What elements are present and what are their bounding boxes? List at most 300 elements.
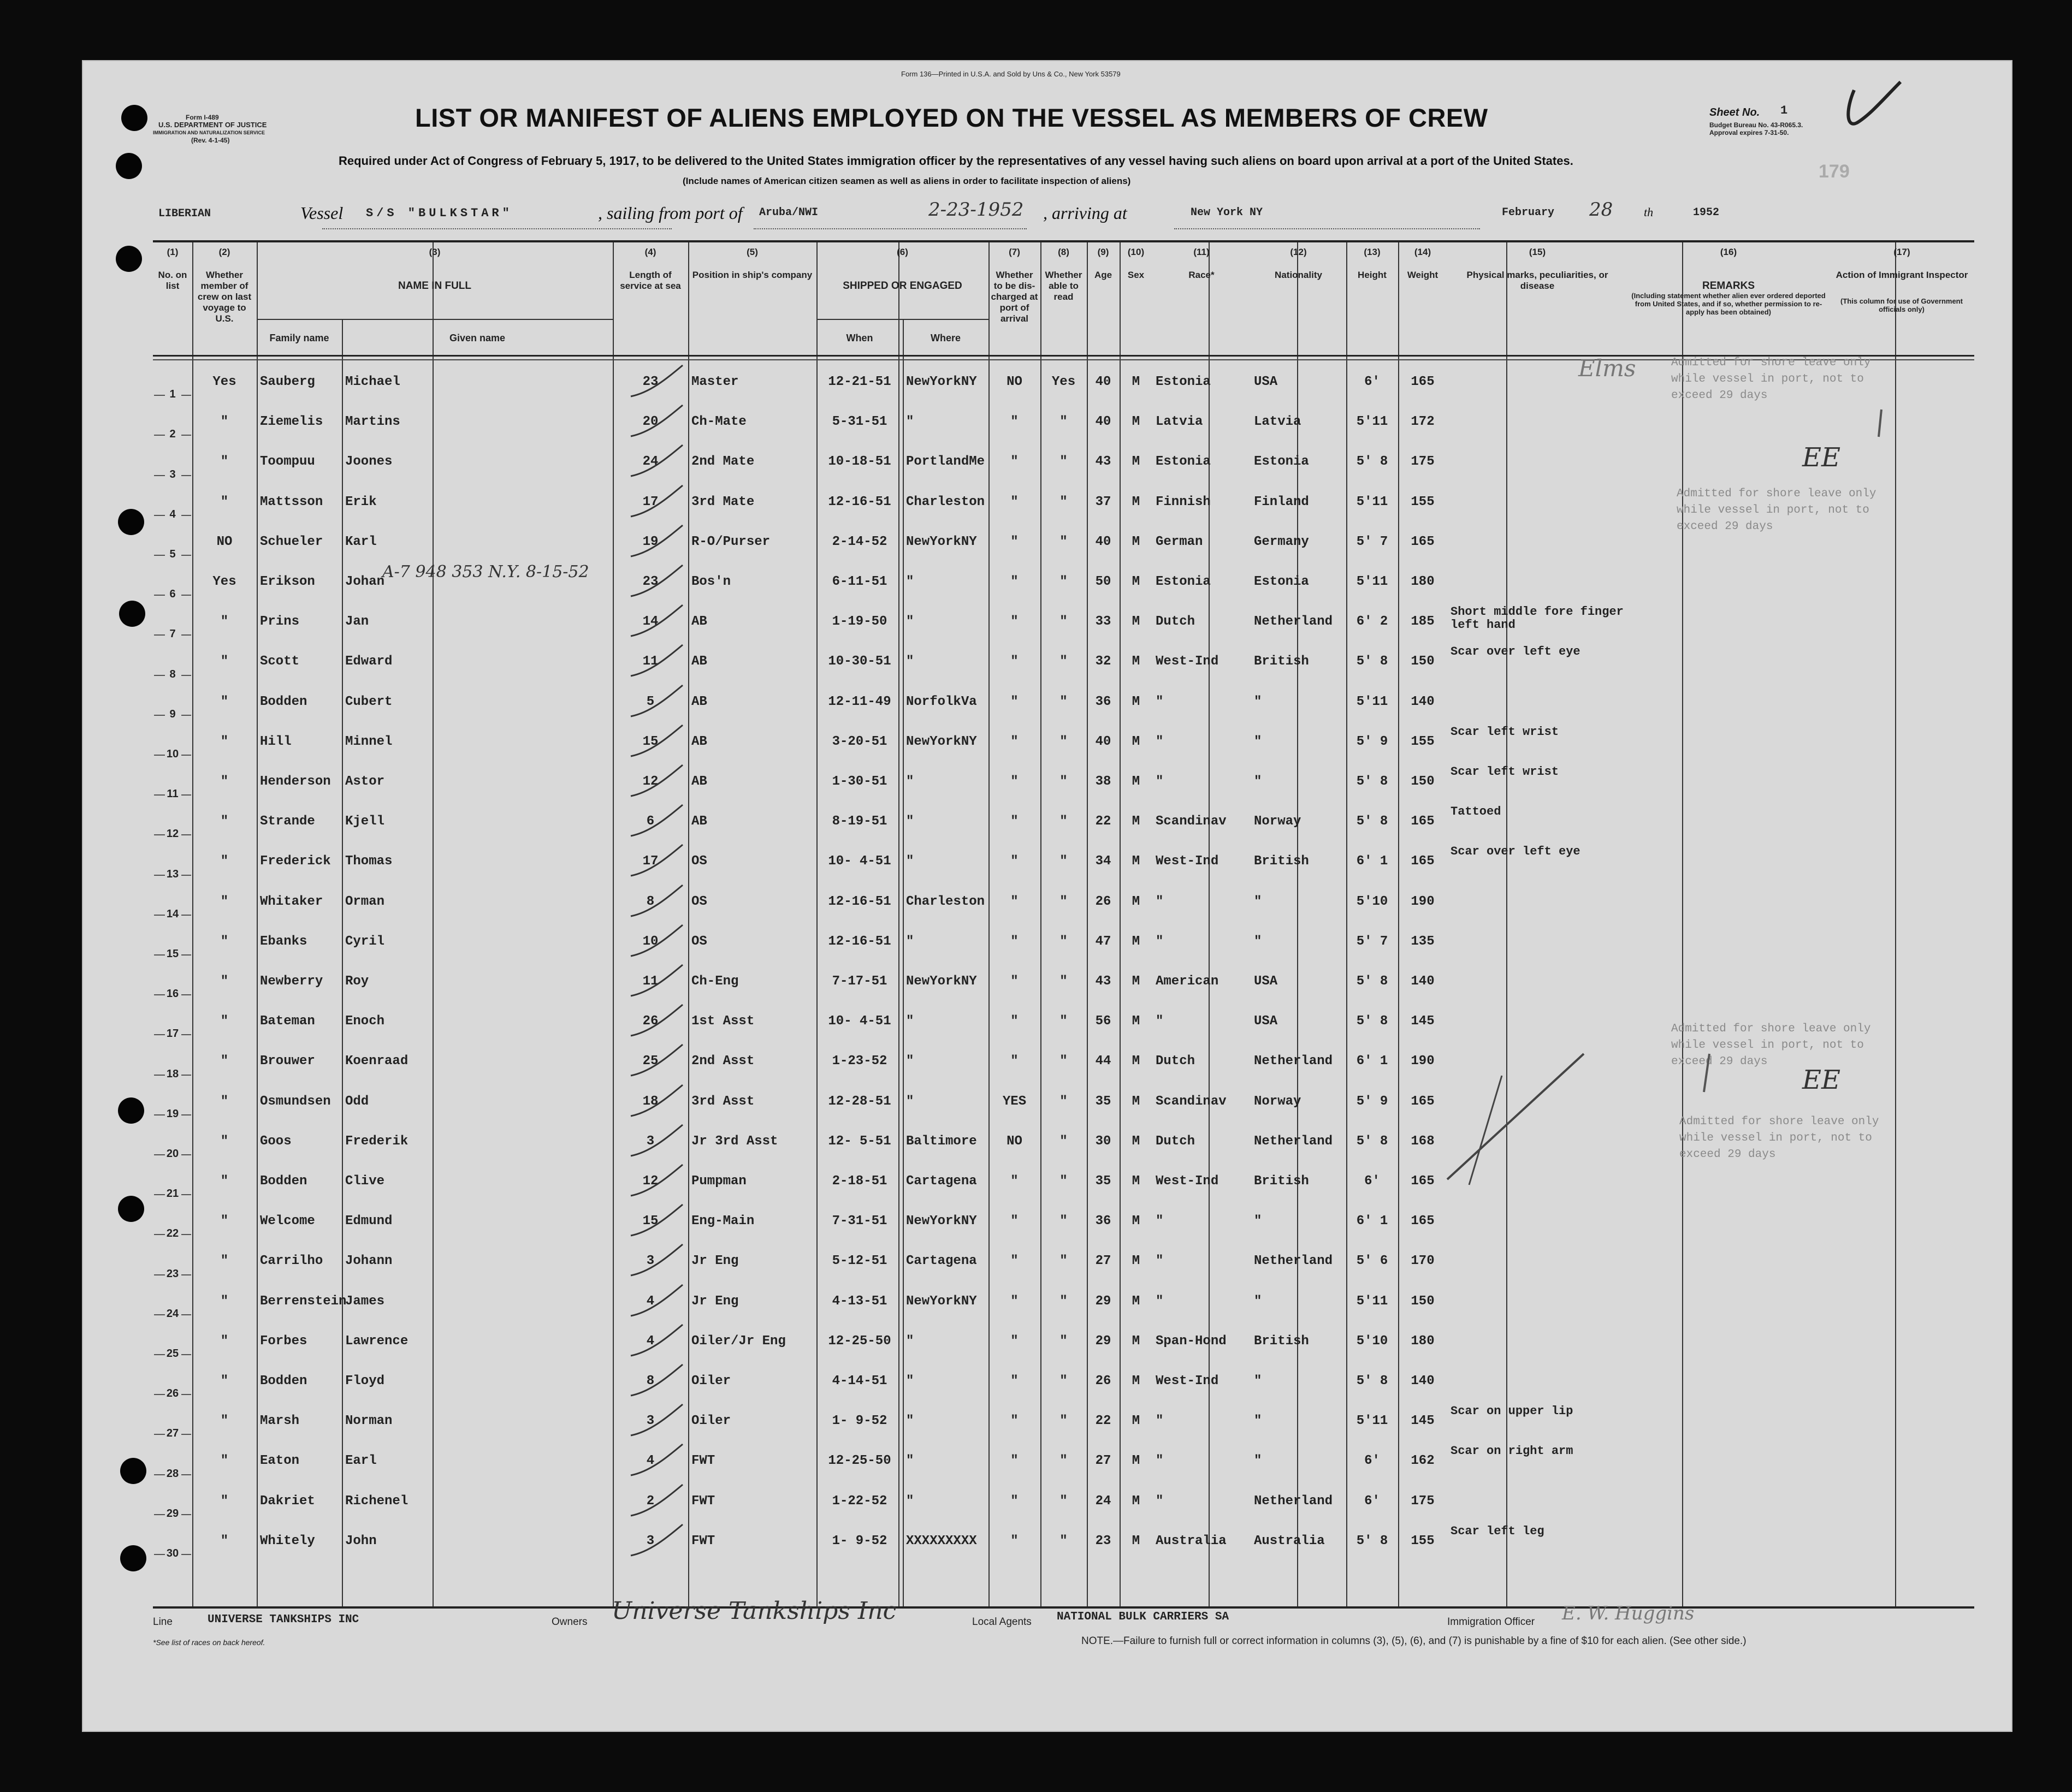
cell-age: 44 xyxy=(1095,1054,1111,1069)
cell-service: 19 xyxy=(642,534,659,549)
column-header: No. on list xyxy=(158,270,187,291)
cell-sex: M xyxy=(1132,774,1140,789)
cell-weight: 165 xyxy=(1411,534,1435,549)
cell-when: 12-25-50 xyxy=(828,1453,891,1469)
row-tick xyxy=(154,715,165,716)
column-header: Nationality xyxy=(1275,270,1322,280)
cell-family: Brouwer xyxy=(260,1054,315,1069)
cell-last: " xyxy=(220,774,229,789)
pencil-mark-icon xyxy=(1698,1043,1917,1152)
cell-when: 1-30-51 xyxy=(832,774,887,789)
service-check-icon xyxy=(628,962,688,1002)
table-row xyxy=(153,642,1974,682)
punch-hole xyxy=(118,509,144,535)
form-revision: (Rev. 4-1-45) xyxy=(191,137,230,144)
cell-height: 5'11 xyxy=(1356,694,1388,709)
cell-dis: " xyxy=(1010,934,1019,949)
cell-given: Orman xyxy=(345,894,385,909)
cell-read: " xyxy=(1059,1254,1068,1269)
cell-dis: " xyxy=(1010,974,1019,989)
cell-weight: 155 xyxy=(1411,494,1435,509)
cell-race: Estonia xyxy=(1156,375,1211,389)
vessel-name: S/S "BULKSTAR" xyxy=(366,206,513,220)
cell-sex: M xyxy=(1132,1174,1140,1189)
cell-age: 40 xyxy=(1095,375,1111,389)
table-row xyxy=(153,722,1974,762)
cell-when: 12-11-49 xyxy=(828,694,891,709)
row-tick xyxy=(181,915,191,916)
service-check-icon xyxy=(628,683,688,722)
cell-weight: 155 xyxy=(1411,1533,1435,1548)
column-number: (8) xyxy=(1058,247,1069,257)
cell-service: 15 xyxy=(642,734,659,749)
cell-dis: " xyxy=(1010,654,1019,669)
cell-last: " xyxy=(220,694,229,709)
cell-service: 3 xyxy=(646,1134,655,1149)
cell-race: West-Ind xyxy=(1156,1174,1219,1189)
cell-last: " xyxy=(220,1493,229,1509)
form-subnote: (Include names of American citizen seamen as well as aliens in order to facilitate inspection of aliens) xyxy=(683,176,1131,186)
cell-weight: 165 xyxy=(1411,1214,1435,1229)
cell-last: NO xyxy=(216,534,233,549)
cell-height: 6' xyxy=(1364,1453,1380,1469)
cell-given: Minnel xyxy=(345,734,393,749)
cell-height: 5' 6 xyxy=(1356,1254,1388,1269)
arrival-day: 28 xyxy=(1589,199,1613,221)
row-number: 27 xyxy=(166,1427,179,1440)
cell-nat: British xyxy=(1254,654,1309,669)
row-number: 11 xyxy=(167,788,179,800)
cell-weight: 170 xyxy=(1411,1254,1435,1269)
cell-read: " xyxy=(1059,1374,1068,1388)
cell-read: " xyxy=(1059,1134,1068,1149)
cell-read: " xyxy=(1059,1174,1068,1189)
cell-service: 4 xyxy=(646,1453,655,1469)
service-check-icon xyxy=(628,1522,688,1562)
cell-family: Bodden xyxy=(260,1174,307,1189)
cell-dis: " xyxy=(1010,734,1019,749)
cell-age: 30 xyxy=(1095,1134,1111,1149)
cell-race: Estonia xyxy=(1156,574,1211,589)
cell-when: 12-16-51 xyxy=(828,934,891,949)
cell-dis: " xyxy=(1010,1214,1019,1229)
cell-marks: Tattoed xyxy=(1451,805,1501,819)
cell-nat: Netherland xyxy=(1254,1054,1333,1069)
cell-dis: NO xyxy=(1007,1134,1022,1149)
column-header: Physical marks, peculiarities, or disease xyxy=(1466,270,1608,291)
cell-race: Finnish xyxy=(1156,494,1211,509)
column-number: (10) xyxy=(1127,247,1145,257)
cell-read: " xyxy=(1059,1214,1068,1229)
column-header: Length of service at sea xyxy=(620,270,681,291)
row-tick xyxy=(181,875,191,876)
cell-sex: M xyxy=(1132,454,1140,470)
row-tick xyxy=(181,1234,191,1235)
cell-family: Bateman xyxy=(260,1014,315,1029)
cell-sex: M xyxy=(1132,894,1140,909)
inspector-initials: EE xyxy=(1802,442,1841,473)
row-tick xyxy=(154,1075,165,1076)
cell-age: 56 xyxy=(1095,1014,1111,1029)
cell-family: Bodden xyxy=(260,1374,307,1388)
cell-when: 7-31-51 xyxy=(832,1214,887,1229)
table-row xyxy=(153,1482,1974,1522)
row-number: 24 xyxy=(166,1307,179,1320)
cell-family: Scott xyxy=(260,654,300,669)
cell-family: Erikson xyxy=(260,574,315,589)
cell-service: 6 xyxy=(646,814,655,829)
cell-when: 6-11-51 xyxy=(832,574,887,589)
cell-family: Ziemelis xyxy=(260,414,323,430)
cell-sex: M xyxy=(1132,1493,1140,1509)
departure-port: Aruba/NWI xyxy=(759,206,819,219)
cell-where: " xyxy=(906,1374,914,1388)
cell-sex: M xyxy=(1132,1533,1140,1548)
column-header: Weight xyxy=(1407,270,1438,280)
cell-height: 5' 8 xyxy=(1356,814,1388,829)
cell-race: Australia xyxy=(1156,1533,1227,1548)
cell-height: 5' 8 xyxy=(1356,974,1388,989)
cell-read: " xyxy=(1059,1293,1068,1309)
cell-age: 22 xyxy=(1095,1414,1111,1429)
cell-height: 6' xyxy=(1364,1493,1380,1509)
table-bottom-rule xyxy=(153,1606,1974,1609)
row-tick xyxy=(181,555,191,556)
cell-where: " xyxy=(906,1014,914,1029)
cell-where: Baltimore xyxy=(906,1134,977,1149)
cell-when: 8-19-51 xyxy=(832,814,887,829)
cell-service: 10 xyxy=(642,934,659,949)
row-tick xyxy=(154,1114,165,1115)
cell-where: " xyxy=(906,654,914,669)
table-row xyxy=(153,1322,1974,1362)
row-tick xyxy=(181,515,191,516)
row-number: 19 xyxy=(166,1107,179,1120)
cell-nat: Netherland xyxy=(1254,1134,1333,1149)
cell-nat: " xyxy=(1254,694,1262,709)
cell-nat: Netherland xyxy=(1254,1493,1333,1509)
row-tick xyxy=(181,1314,191,1315)
cell-nat: " xyxy=(1254,894,1262,909)
cell-height: 5'10 xyxy=(1356,1333,1388,1349)
cell-weight: 162 xyxy=(1411,1453,1435,1469)
row-tick xyxy=(154,1034,165,1035)
cell-last: " xyxy=(220,494,229,509)
row-tick xyxy=(181,1434,191,1435)
dotted-rule xyxy=(1174,228,1480,229)
cell-race: " xyxy=(1156,774,1164,789)
cell-position: AB xyxy=(691,734,707,749)
cell-given: Johan xyxy=(345,574,385,589)
cell-given: Jan xyxy=(345,614,369,630)
cell-family: Carrilho xyxy=(260,1254,323,1269)
cell-nat: " xyxy=(1254,1414,1262,1429)
cell-last: " xyxy=(220,1214,229,1229)
cell-family: Prins xyxy=(260,614,300,630)
row-tick xyxy=(181,715,191,716)
cell-when: 12-21-51 xyxy=(828,375,891,389)
cell-sex: M xyxy=(1132,1054,1140,1069)
cell-service: 11 xyxy=(642,654,659,669)
row-number: 14 xyxy=(166,907,179,920)
cell-sex: M xyxy=(1132,614,1140,630)
cell-service: 12 xyxy=(642,774,659,789)
punch-hole xyxy=(121,105,147,131)
row-tick xyxy=(181,994,191,995)
row-number: 2 xyxy=(169,428,176,441)
service-check-icon xyxy=(628,483,688,523)
cell-service: 26 xyxy=(642,1014,659,1029)
service-check-icon xyxy=(628,1242,688,1281)
column-number: (5) xyxy=(747,247,758,257)
cell-given: James xyxy=(345,1293,385,1309)
cell-position: Ch-Mate xyxy=(691,414,747,430)
cell-given: Martins xyxy=(345,414,400,430)
cell-dis: YES xyxy=(1002,1094,1027,1109)
when-header: When xyxy=(846,333,873,343)
cell-family: Bodden xyxy=(260,694,307,709)
cell-last: " xyxy=(220,1254,229,1269)
cell-position: Master xyxy=(691,375,739,389)
row-tick xyxy=(154,1514,165,1515)
row-tick xyxy=(181,1194,191,1195)
cell-age: 32 xyxy=(1095,654,1111,669)
cell-weight: 165 xyxy=(1411,854,1435,869)
cell-where: NewYorkNY xyxy=(906,734,977,749)
service-check-icon xyxy=(628,1482,688,1522)
cell-when: 4-13-51 xyxy=(832,1293,887,1309)
cell-nat: Netherland xyxy=(1254,614,1333,630)
row-tick xyxy=(181,1114,191,1115)
cell-position: Jr 3rd Asst xyxy=(691,1134,778,1149)
row-number: 9 xyxy=(169,708,176,720)
column-header: Sex xyxy=(1127,270,1145,280)
arrival-port: New York NY xyxy=(1191,206,1263,219)
row-tick xyxy=(154,595,165,596)
row-number: 22 xyxy=(166,1227,179,1240)
cell-nat: British xyxy=(1254,1333,1309,1349)
cell-when: 5-31-51 xyxy=(832,414,887,430)
cell-when: 5-12-51 xyxy=(832,1254,887,1269)
row-tick xyxy=(154,915,165,916)
cell-family: Forbes xyxy=(260,1333,307,1349)
row-number: 4 xyxy=(169,508,176,520)
cell-last: " xyxy=(220,654,229,669)
service-check-icon xyxy=(628,922,688,962)
row-tick xyxy=(154,1314,165,1315)
cell-position: AB xyxy=(691,614,707,630)
row-number: 8 xyxy=(169,668,176,680)
service-check-icon xyxy=(628,802,688,842)
cell-family: Newberry xyxy=(260,974,323,989)
cell-last: " xyxy=(220,734,229,749)
cell-age: 40 xyxy=(1095,534,1111,549)
cell-service: 5 xyxy=(646,694,655,709)
cell-given: Michael xyxy=(345,375,400,389)
cell-family: Henderson xyxy=(260,774,331,789)
row-number: 15 xyxy=(166,947,179,960)
cell-marks: Scar left wrist xyxy=(1451,725,1559,739)
cell-given: Edward xyxy=(345,654,393,669)
cell-age: 24 xyxy=(1095,1493,1111,1509)
cell-family: Ebanks xyxy=(260,934,307,949)
cell-sex: M xyxy=(1132,375,1140,389)
cell-weight: 190 xyxy=(1411,894,1435,909)
cell-nat: Australia xyxy=(1254,1533,1325,1548)
cell-height: 5' 7 xyxy=(1356,534,1388,549)
row-tick xyxy=(154,475,165,476)
shore-leave-stamp: Admitted for shore leave only while vessel in port, not to exceed 29 days xyxy=(1671,357,1871,402)
cell-service: 3 xyxy=(646,1414,655,1429)
cell-dis: " xyxy=(1010,1333,1019,1349)
cell-when: 10-30-51 xyxy=(828,654,891,669)
inspector-initials: EE xyxy=(1802,1065,1841,1095)
cell-read: Yes xyxy=(1051,375,1076,389)
cell-race: Scandinav xyxy=(1156,814,1227,829)
column-number: (4) xyxy=(644,247,656,257)
arrival-month: February xyxy=(1502,206,1555,219)
cell-nat: Netherland xyxy=(1254,1254,1333,1269)
cell-sex: M xyxy=(1132,654,1140,669)
vessel-line xyxy=(82,199,2012,230)
cell-dis: " xyxy=(1010,814,1019,829)
cell-age: 36 xyxy=(1095,694,1111,709)
cell-weight: 140 xyxy=(1411,974,1435,989)
sheet-label: Sheet No. xyxy=(1709,106,1760,118)
cell-read: " xyxy=(1059,734,1068,749)
cell-service: 8 xyxy=(646,1374,655,1388)
cell-age: 27 xyxy=(1095,1453,1111,1469)
cell-position: 1st Asst xyxy=(691,1014,755,1029)
cell-service: 20 xyxy=(642,414,659,430)
cell-last: " xyxy=(220,854,229,869)
service-check-icon xyxy=(628,1282,688,1322)
inspector-note: (This column for use of Government officials only) xyxy=(1840,297,1963,313)
cell-given: Odd xyxy=(345,1094,369,1109)
table-row xyxy=(153,922,1974,962)
cell-read: " xyxy=(1059,574,1068,589)
cell-position: FWT xyxy=(691,1533,715,1548)
cell-position: AB xyxy=(691,654,707,669)
cell-age: 34 xyxy=(1095,854,1111,869)
cell-sex: M xyxy=(1132,1094,1140,1109)
erikson-alien-number-note: A-7 948 353 N.Y. 8-15-52 xyxy=(382,562,589,581)
row-tick xyxy=(154,515,165,516)
penalty-note: NOTE.—Failure to furnish full or correct information in columns (3), (5), (6), and (7) is punishable by a fine of $10 for each alien. (See other side.) xyxy=(1081,1635,1747,1647)
cell-sex: M xyxy=(1132,694,1140,709)
cell-given: Kjell xyxy=(345,814,385,829)
cell-given: Enoch xyxy=(345,1014,385,1029)
line-value: UNIVERSE TANKSHIPS INC xyxy=(208,1613,359,1626)
form-subtitle: Required under Act of Congress of February 5, 1917, to be delivered to the United States immigration officer by the representatives of any vessel having such aliens on board upon arrival at a port of the United States. xyxy=(339,154,1573,168)
cell-read: " xyxy=(1059,614,1068,630)
cell-where: Charleston xyxy=(906,894,985,909)
owners-value: Universe Tankships Inc xyxy=(612,1597,897,1625)
row-number: 21 xyxy=(166,1188,179,1200)
cell-height: 5' 7 xyxy=(1356,934,1388,949)
cell-where: Cartagena xyxy=(906,1254,977,1269)
cell-given: Erik xyxy=(345,494,377,509)
cell-nat: Germany xyxy=(1254,534,1309,549)
cell-position: 2nd Mate xyxy=(691,454,755,470)
column-header: Whether to be dis-charged at port of arrival xyxy=(991,270,1038,324)
cell-sex: M xyxy=(1132,1333,1140,1349)
cell-read: " xyxy=(1059,454,1068,470)
row-number: 20 xyxy=(166,1147,179,1160)
cell-weight: 165 xyxy=(1411,375,1435,389)
cell-when: 1-23-52 xyxy=(832,1054,887,1069)
cell-position: Bos'n xyxy=(691,574,731,589)
cell-family: Sauberg xyxy=(260,375,315,389)
column-header: SHIPPED OR ENGAGED xyxy=(843,280,962,292)
cell-when: 1-22-52 xyxy=(832,1493,887,1509)
cell-when: 2-18-51 xyxy=(832,1174,887,1189)
cell-race: " xyxy=(1156,1014,1164,1029)
cell-when: 10- 4-51 xyxy=(828,1014,891,1029)
row-tick xyxy=(154,1434,165,1435)
cell-given: Floyd xyxy=(345,1374,385,1388)
cell-age: 40 xyxy=(1095,734,1111,749)
cell-where: " xyxy=(906,1054,914,1069)
service-check-icon xyxy=(628,762,688,802)
pencil-mark-icon xyxy=(1698,399,1917,530)
row-tick xyxy=(154,395,165,396)
service-check-icon xyxy=(628,402,688,442)
column-header: Action of Immigrant Inspector xyxy=(1836,270,1968,280)
cell-when: 1- 9-52 xyxy=(832,1414,887,1429)
given-name-header: Given name xyxy=(449,333,506,343)
cell-given: Thomas xyxy=(345,854,393,869)
cell-dis: " xyxy=(1010,534,1019,549)
cell-family: Frederick xyxy=(260,854,331,869)
cell-weight: 165 xyxy=(1411,814,1435,829)
cell-family: Goos xyxy=(260,1134,292,1149)
column-header: REMARKS xyxy=(1702,280,1755,292)
cell-height: 5' 8 xyxy=(1356,1374,1388,1388)
service-check-icon xyxy=(628,882,688,922)
cell-height: 5' 9 xyxy=(1356,1094,1388,1109)
cell-height: 6' xyxy=(1364,375,1380,389)
row-tick xyxy=(181,475,191,476)
cell-when: 12-28-51 xyxy=(828,1094,891,1109)
cell-dis: " xyxy=(1010,774,1019,789)
cell-last: " xyxy=(220,974,229,989)
cell-dis: " xyxy=(1010,1014,1019,1029)
cell-read: " xyxy=(1059,974,1068,989)
cell-position: OS xyxy=(691,894,707,909)
cell-position: Pumpman xyxy=(691,1174,747,1189)
cell-height: 5'10 xyxy=(1356,894,1388,909)
cell-last: " xyxy=(220,814,229,829)
cell-race: German xyxy=(1156,534,1203,549)
cell-read: " xyxy=(1059,414,1068,430)
cell-sex: M xyxy=(1132,1014,1140,1029)
cell-read: " xyxy=(1059,934,1068,949)
table-row xyxy=(153,1362,1974,1402)
cell-given: Koenraad xyxy=(345,1054,409,1069)
row-number: 23 xyxy=(166,1267,179,1280)
row-tick xyxy=(181,1514,191,1515)
cell-where: NewYorkNY xyxy=(906,1293,977,1309)
check-mark-icon xyxy=(1840,76,1906,137)
cell-age: 38 xyxy=(1095,774,1111,789)
cell-given: Edmund xyxy=(345,1214,393,1229)
row-number: 26 xyxy=(166,1387,179,1400)
cell-position: AB xyxy=(691,774,707,789)
cell-height: 5' 8 xyxy=(1356,454,1388,470)
cell-last: " xyxy=(220,454,229,470)
row-number: 3 xyxy=(169,468,176,480)
